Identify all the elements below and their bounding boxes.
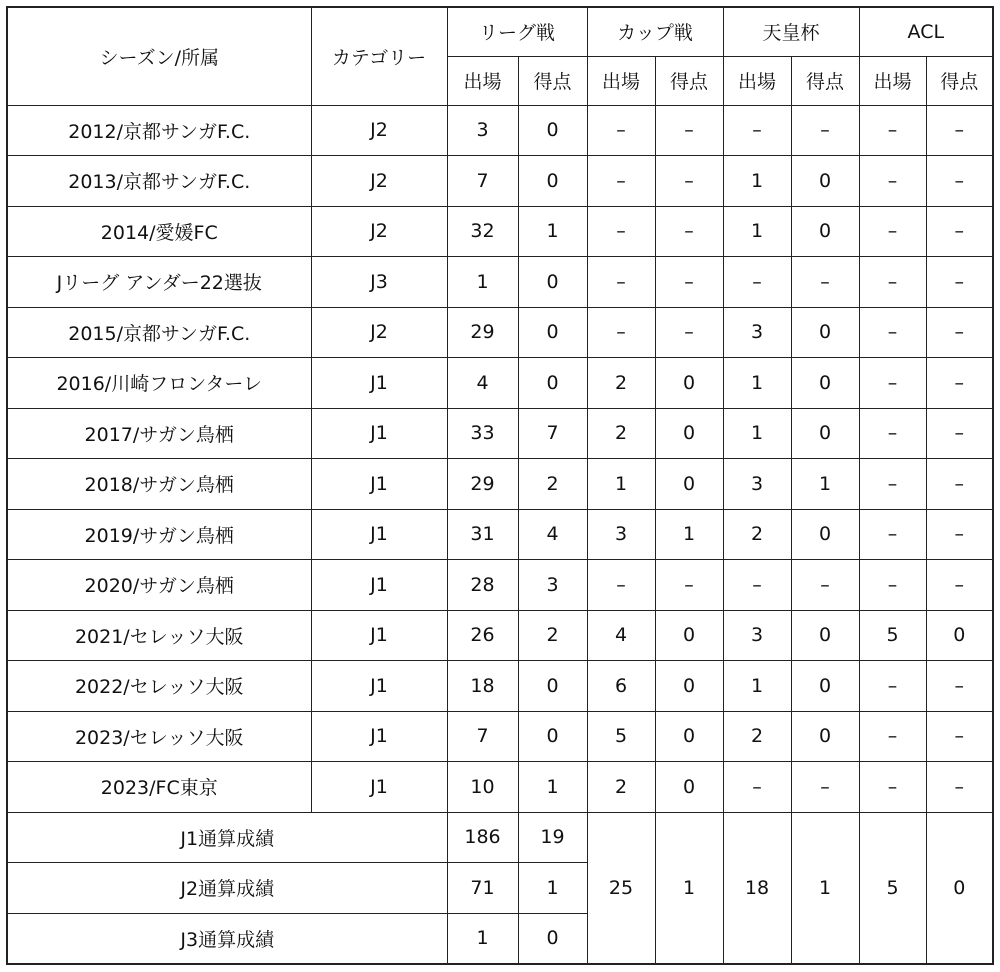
acl-apps-cell: – [859,358,926,409]
league-goals-header: 得点 [518,56,587,105]
season-cell: 2022/セレッソ大阪 [7,661,311,712]
cup-goals-cell: – [655,257,723,308]
totals-cup-apps: 25 [587,812,655,964]
acl-header: ACL [859,7,993,56]
totals-acl-goals: 0 [926,812,993,964]
league-apps-cell: 10 [447,762,518,813]
table-row [7,610,993,661]
cup-apps-cell: – [587,560,655,611]
acl-goals-cell: – [926,358,993,409]
table-row [7,206,993,257]
season-cell: 2015/京都サンガF.C. [7,307,311,358]
acl-goals-cell: – [926,661,993,712]
season-cell: 2020/サガン鳥栖 [7,560,311,611]
season-cell: 2021/セレッソ大阪 [7,610,311,661]
totals-emperor-apps: 18 [723,812,791,964]
cup-apps-cell: – [587,156,655,207]
emperor-goals-cell: 0 [791,408,859,459]
league-goals-cell: 2 [518,610,587,661]
league-goals-cell: 1 [518,762,587,813]
emperor-apps-cell: 3 [723,459,791,510]
season-cell: 2012/京都サンガF.C. [7,105,311,156]
emperor-goals-cell: 0 [791,509,859,560]
league-goals-cell: 0 [518,661,587,712]
acl-apps-cell: – [859,661,926,712]
season-cell: 2016/川崎フロンターレ [7,358,311,409]
acl-apps-cell: – [859,156,926,207]
cup-apps-cell: 1 [587,459,655,510]
emperor-apps-cell: 1 [723,408,791,459]
league-apps-cell: 1 [447,257,518,308]
category-cell: J2 [311,206,447,257]
acl-apps-cell: – [859,509,926,560]
league-goals-cell: 0 [518,358,587,409]
table-header [7,7,993,105]
emperor-goals-header: 得点 [791,56,859,105]
emperor-apps-cell: 3 [723,307,791,358]
totals-league-apps: 186 [447,812,518,863]
acl-apps-cell: – [859,105,926,156]
cup-goals-cell: – [655,105,723,156]
acl-apps-cell: – [859,560,926,611]
league-goals-cell: 1 [518,206,587,257]
cup-goals-header: 得点 [655,56,723,105]
acl-apps-header: 出場 [859,56,926,105]
league-goals-cell: 7 [518,408,587,459]
table-row [7,307,993,358]
acl-goals-cell: – [926,762,993,813]
season-cell: Jリーグ アンダー22選抜 [7,257,311,308]
category-cell: J1 [311,459,447,510]
season-cell: 2023/FC東京 [7,762,311,813]
emperor-goals-cell: 0 [791,610,859,661]
category-cell: J1 [311,610,447,661]
league-apps-cell: 28 [447,560,518,611]
league-goals-cell: 0 [518,105,587,156]
emperor-apps-cell: – [723,560,791,611]
cup-apps-cell: 2 [587,762,655,813]
emperor-apps-header: 出場 [723,56,791,105]
league-goals-cell: 0 [518,156,587,207]
season-cell: 2013/京都サンガF.C. [7,156,311,207]
career-stats-table [6,6,994,965]
acl-goals-cell: – [926,206,993,257]
emperor-apps-cell: – [723,257,791,308]
season-cell: 2017/サガン鳥栖 [7,408,311,459]
season-rows [7,105,993,812]
season-cell: 2018/サガン鳥栖 [7,459,311,510]
emperor-cup-header: 天皇杯 [723,7,859,56]
table-row [7,459,993,510]
table-row [7,257,993,308]
acl-apps-cell: 5 [859,610,926,661]
league-apps-cell: 18 [447,661,518,712]
league-goals-cell: 4 [518,509,587,560]
acl-goals-cell: – [926,459,993,510]
cup-goals-cell: 0 [655,661,723,712]
cup-apps-cell: 2 [587,358,655,409]
emperor-apps-cell: – [723,105,791,156]
emperor-apps-cell: 2 [723,711,791,762]
cup-apps-cell: 4 [587,610,655,661]
league-apps-cell: 29 [447,307,518,358]
emperor-goals-cell: 0 [791,358,859,409]
emperor-goals-cell: 0 [791,307,859,358]
cup-header: カップ戦 [587,7,723,56]
category-cell: J1 [311,408,447,459]
totals-label: J1通算成績 [7,812,447,863]
acl-goals-cell: – [926,509,993,560]
cup-goals-cell: 0 [655,358,723,409]
acl-apps-cell: – [859,206,926,257]
acl-apps-cell: – [859,762,926,813]
table-row [7,560,993,611]
category-cell: J2 [311,105,447,156]
cup-apps-cell: 5 [587,711,655,762]
totals-rows [7,812,993,964]
category-cell: J2 [311,307,447,358]
cup-apps-cell: – [587,307,655,358]
league-apps-cell: 31 [447,509,518,560]
acl-apps-cell: – [859,307,926,358]
league-apps-cell: 4 [447,358,518,409]
totals-row-j1 [7,812,993,863]
acl-apps-cell: – [859,257,926,308]
league-apps-cell: 26 [447,610,518,661]
cup-apps-cell: 3 [587,509,655,560]
table-row [7,408,993,459]
totals-emperor-goals: 1 [791,812,859,964]
league-goals-cell: 2 [518,459,587,510]
cup-goals-cell: – [655,206,723,257]
acl-goals-cell: – [926,257,993,308]
acl-goals-cell: – [926,307,993,358]
totals-league-goals: 0 [518,913,587,964]
emperor-goals-cell: – [791,762,859,813]
acl-goals-cell: – [926,408,993,459]
league-header: リーグ戦 [447,7,587,56]
category-cell: J1 [311,711,447,762]
emperor-apps-cell: – [723,762,791,813]
cup-goals-cell: – [655,307,723,358]
cup-goals-cell: 1 [655,509,723,560]
league-apps-cell: 33 [447,408,518,459]
emperor-goals-cell: – [791,105,859,156]
category-cell: J1 [311,509,447,560]
category-cell: J1 [311,358,447,409]
season-cell: 2014/愛媛FC [7,206,311,257]
cup-goals-cell: 0 [655,459,723,510]
cup-goals-cell: – [655,156,723,207]
table-row [7,105,993,156]
totals-acl-apps: 5 [859,812,926,964]
category-cell: J2 [311,156,447,207]
cup-apps-cell: 2 [587,408,655,459]
cup-goals-cell: 0 [655,762,723,813]
cup-apps-cell: – [587,206,655,257]
league-apps-cell: 7 [447,711,518,762]
table-row [7,358,993,409]
totals-label: J2通算成績 [7,863,447,914]
cup-apps-cell: – [587,105,655,156]
totals-league-goals: 1 [518,863,587,914]
emperor-goals-cell: 0 [791,156,859,207]
totals-league-goals: 19 [518,812,587,863]
emperor-apps-cell: 1 [723,661,791,712]
acl-apps-cell: – [859,459,926,510]
totals-label: J3通算成績 [7,913,447,964]
emperor-apps-cell: 1 [723,358,791,409]
cup-goals-cell: – [655,560,723,611]
emperor-goals-cell: – [791,257,859,308]
acl-goals-cell: – [926,711,993,762]
emperor-goals-cell: – [791,560,859,611]
league-goals-cell: 0 [518,711,587,762]
acl-goals-cell: – [926,560,993,611]
cup-goals-cell: 0 [655,610,723,661]
acl-apps-cell: – [859,711,926,762]
league-apps-cell: 32 [447,206,518,257]
cup-apps-header: 出場 [587,56,655,105]
league-goals-cell: 3 [518,560,587,611]
season-cell: 2023/セレッソ大阪 [7,711,311,762]
acl-goals-cell: 0 [926,610,993,661]
emperor-apps-cell: 1 [723,206,791,257]
emperor-apps-cell: 1 [723,156,791,207]
acl-goals-header: 得点 [926,56,993,105]
league-apps-cell: 29 [447,459,518,510]
category-cell: J1 [311,560,447,611]
table-row [7,711,993,762]
league-goals-cell: 0 [518,307,587,358]
totals-league-apps: 1 [447,913,518,964]
cup-apps-cell: – [587,257,655,308]
league-apps-header: 出場 [447,56,518,105]
season-header: シーズン/所属 [7,7,311,105]
acl-goals-cell: – [926,156,993,207]
cup-apps-cell: 6 [587,661,655,712]
table-row [7,661,993,712]
season-cell: 2019/サガン鳥栖 [7,509,311,560]
acl-goals-cell: – [926,105,993,156]
totals-league-apps: 71 [447,863,518,914]
header-row-groups [7,7,993,56]
emperor-apps-cell: 3 [723,610,791,661]
emperor-goals-cell: 0 [791,711,859,762]
table-row [7,156,993,207]
category-cell: J1 [311,762,447,813]
category-cell: J3 [311,257,447,308]
table-row [7,509,993,560]
emperor-apps-cell: 2 [723,509,791,560]
category-header: カテゴリー [311,7,447,105]
acl-apps-cell: – [859,408,926,459]
emperor-goals-cell: 0 [791,206,859,257]
totals-cup-goals: 1 [655,812,723,964]
category-cell: J1 [311,661,447,712]
table-row [7,762,993,813]
emperor-goals-cell: 1 [791,459,859,510]
cup-goals-cell: 0 [655,711,723,762]
league-apps-cell: 7 [447,156,518,207]
cup-goals-cell: 0 [655,408,723,459]
league-goals-cell: 0 [518,257,587,308]
emperor-goals-cell: 0 [791,661,859,712]
league-apps-cell: 3 [447,105,518,156]
